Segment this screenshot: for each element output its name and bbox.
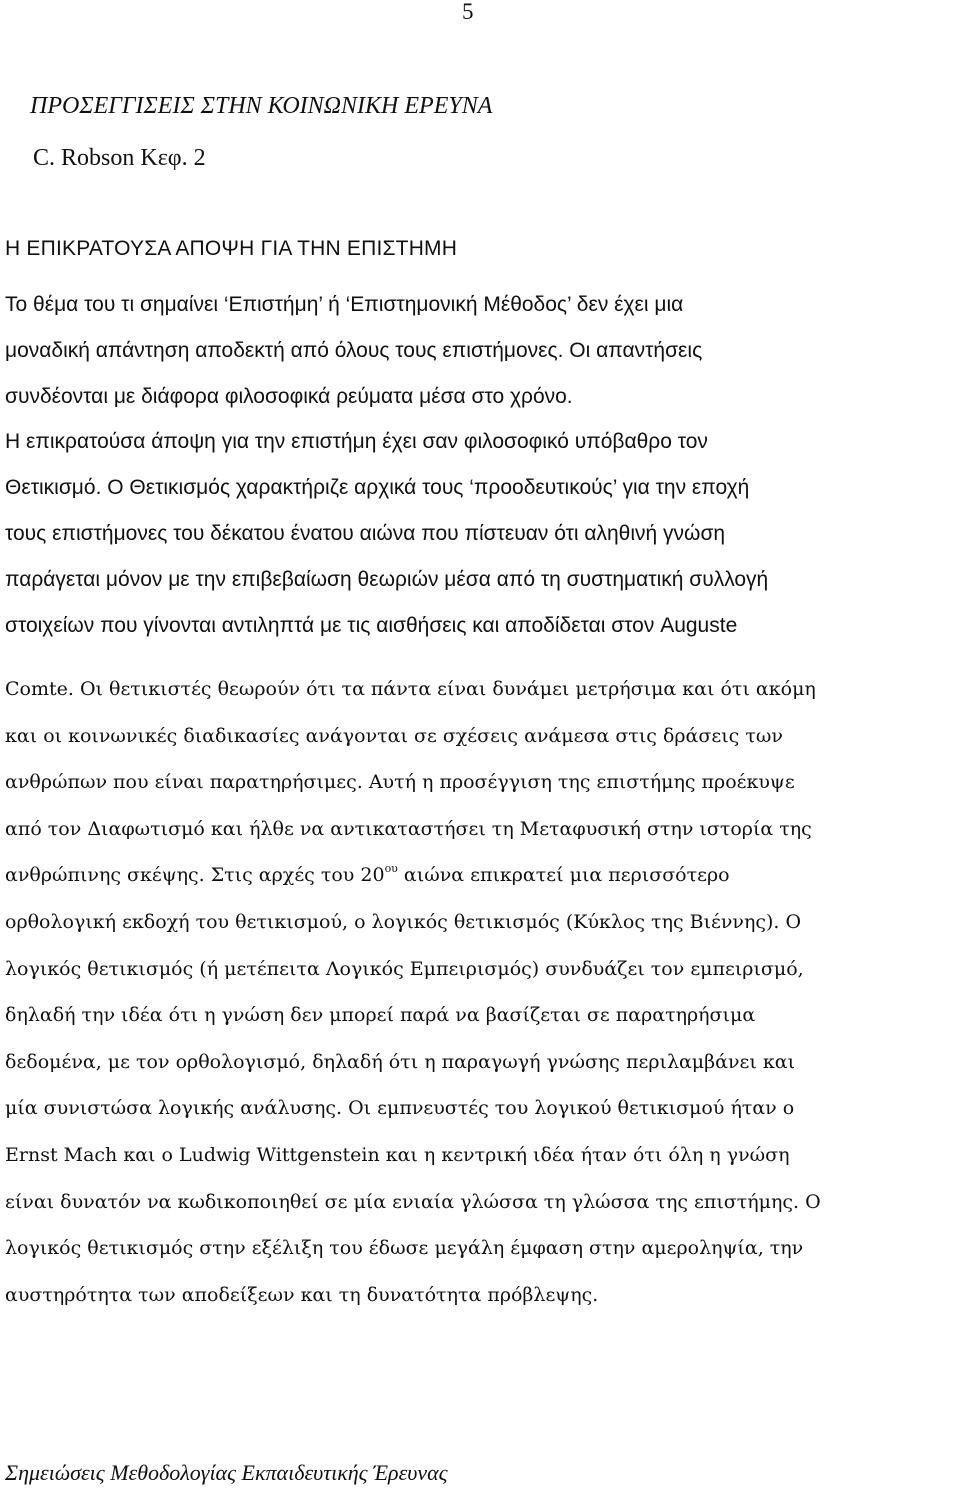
- text-line: είναι δυνατόν να κωδικοποιηθεί σε μία ενιαία γλώσσα τη γλώσσα της επιστήμης. Ο: [5, 1190, 821, 1213]
- text-line: από τον Διαφωτισμό και ήλθε να αντικαταστήσει τη Μεταφυσική στην ιστορία της: [5, 817, 812, 840]
- text-line: Comte. Οι θετικιστές θεωρούν ότι τα πάντα είναι δυνάμει μετρήσιμα και ότι ακόμη: [5, 678, 816, 700]
- document-header: [22, 90, 492, 174]
- text-line: λογικός θετικισμός στην εξέλιξη του έδωσε μεγάλη έμφαση στην αμεροληψία, την: [5, 1237, 804, 1260]
- text-line: ορθολογική εκδοχή του θετικισμού, ο λογικός θετικισμός (Κύκλος της Βιέννης). Ο: [5, 910, 802, 933]
- text-line-with-superscript: [5, 852, 955, 899]
- text-line: ανθρώπων που είναι παρατηρήσιμες. Αυτή η προσέγγιση της επιστήμης προέκυψε: [5, 771, 795, 794]
- text-line: και οι κοινωνικές διαδικασίες ανάγονται σε σχέσεις ανάμεσα στις δράσεις των: [5, 724, 783, 747]
- text-segment: αιώνα επικρατεί μια περισσότερο: [397, 864, 730, 887]
- text-line: Η επικρατούσα άποψη για την επιστήμη έχει σαν φιλοσοφικό υπόβαθρο τον: [5, 430, 708, 454]
- text-line: στοιχείων που γίνονται αντιληπτά με τις αισθήσεις και αποδίδεται στον Auguste: [5, 613, 738, 637]
- text-line: μία συνιστώσα λογικής ανάλυσης. Οι εμπνευστές του λογικού θετικισμού ήταν ο: [5, 1097, 795, 1120]
- text-line: αυστηρότητα των αποδείξεων και τη δυνατότητα πρόβλεψης.: [5, 1283, 599, 1306]
- body-paragraph: [5, 666, 955, 1318]
- text-line: συνδέονται με διάφορα φιλοσοφικά ρεύματα μέσα στο χρόνο.: [5, 384, 573, 408]
- document-title: ΠΡΟΣΕΓΓΙΣΕΙΣ ΣΤΗΝ ΚΟΙΝΩΝΙΚΗ ΕΡΕΥΝΑ: [30, 93, 493, 119]
- page-number: 5: [462, 0, 474, 24]
- text-line: λογικός θετικισμός (ή μετέπειτα Λογικός Εμπειρισμός) συνδυάζει τον εμπειρισμό,: [5, 957, 804, 980]
- text-line: Θετικισμό. Ο Θετικισμός χαρακτήριζε αρχικά τους ‘προοδευτικούς’ για την εποχή: [5, 476, 750, 500]
- page-footer: Σημειώσεις Μεθοδολογίας Εκπαιδευτικής Έρευνας: [5, 1460, 448, 1485]
- section-heading: Η ΕΠΙΚΡΑΤΟΥΣΑ ΑΠΟΨΗ ΓΙΑ ΤΗΝ ΕΠΙΣΤΗΜΗ: [5, 237, 458, 260]
- text-segment: ανθρώπινης σκέψης. Στις αρχές του 20: [5, 864, 385, 887]
- text-line: δηλαδή την ιδέα ότι η γνώση δεν μπορεί παρά να βασίζεται σε παρατηρήσιμα: [5, 1004, 756, 1027]
- text-line: παράγεται μόνον με την επιβεβαίωση θεωριών μέσα από τη συστηματική συλλογή: [5, 567, 769, 591]
- ordinal-superscript: ου: [384, 862, 398, 876]
- text-line: μοναδική απάντηση αποδεκτή από όλους τους επιστήμονες. Οι απαντήσεις: [5, 338, 703, 362]
- text-line: Το θέμα του τι σημαίνει ‘Επιστήμη’ ή ‘Επιστημονική Μέθοδος’ δεν έχει μια: [5, 293, 684, 316]
- text-line: τους επιστήμονες του δέκατου ένατου αιώνα που πίστευαν ότι αληθινή γνώση: [5, 521, 726, 545]
- document-source: C. Robson Κεφ. 2: [33, 145, 206, 171]
- text-line: δεδομένα, με τον ορθολογισμό, δηλαδή ότι η παραγωγή γνώσης περιλαμβάνει και: [5, 1050, 796, 1073]
- intro-paragraph: [5, 282, 955, 648]
- text-line: Ernst Mach και ο Ludwig Wittgenstein και η κεντρική ιδέα ήταν ότι όλη η γνώση: [5, 1143, 790, 1166]
